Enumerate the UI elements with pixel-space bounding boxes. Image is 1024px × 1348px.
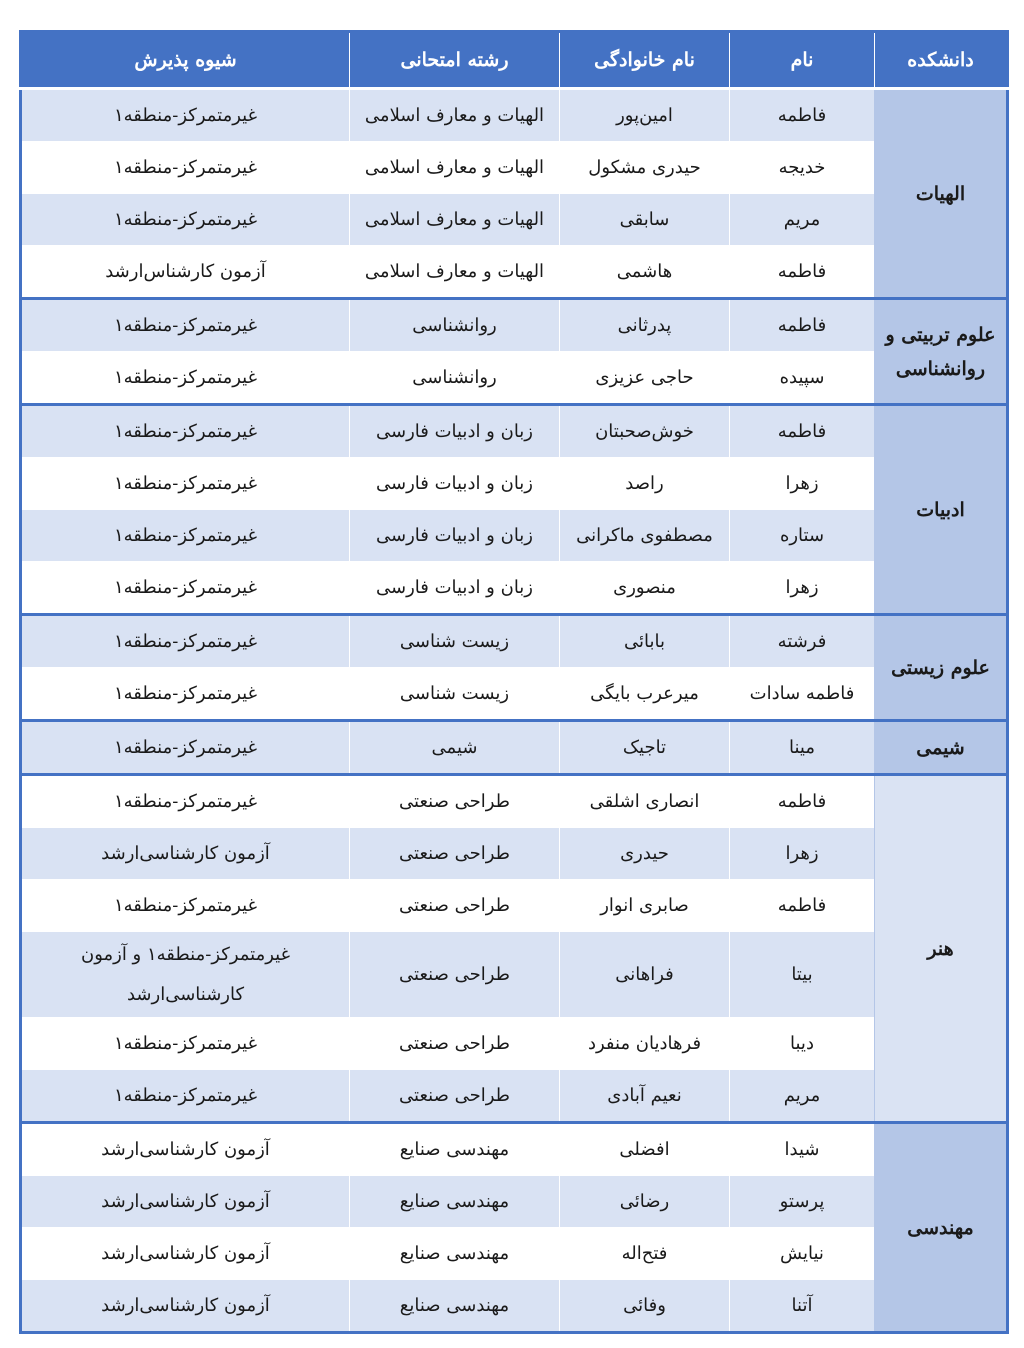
major-cell: شیمی	[350, 721, 560, 775]
faculty-cell: هنر	[875, 775, 1008, 1123]
family-name-cell: منصوری	[560, 562, 730, 615]
major-cell: طراحی صنعتی	[350, 880, 560, 932]
family-name-cell: فراهانی	[560, 932, 730, 1018]
first-name-cell: زهرا	[730, 828, 875, 880]
admission-cell: غیرمتمرکز-منطقه۱	[21, 458, 350, 510]
faculty-cell: علوم زیستی	[875, 615, 1008, 721]
first-name-cell: فاطمه	[730, 880, 875, 932]
major-cell: طراحی صنعتی	[350, 1070, 560, 1123]
first-name-cell: فاطمه	[730, 405, 875, 458]
major-cell: زیست شناسی	[350, 615, 560, 668]
major-cell: زیست شناسی	[350, 668, 560, 721]
first-name-cell: فاطمه	[730, 299, 875, 352]
first-name-cell: ستاره	[730, 510, 875, 562]
first-name-cell: شیدا	[730, 1123, 875, 1176]
family-name-cell: مصطفوی ماکرانی	[560, 510, 730, 562]
admission-cell: آزمون کارشناسی‌ارشد	[21, 1123, 350, 1176]
first-name-cell: زهرا	[730, 458, 875, 510]
admission-cell: غیرمتمرکز-منطقه۱	[21, 775, 350, 828]
major-cell: طراحی صنعتی	[350, 775, 560, 828]
header-faculty: دانشکده	[875, 32, 1008, 89]
first-name-cell: فاطمه	[730, 89, 875, 142]
first-name-cell: مریم	[730, 194, 875, 246]
table-row	[21, 721, 1008, 775]
faculty-cell: شیمی	[875, 721, 1008, 775]
table-row	[21, 932, 1008, 1018]
family-name-cell: هاشمی	[560, 246, 730, 299]
family-name-cell: راصد	[560, 458, 730, 510]
family-name-cell: حیدری مشکول	[560, 142, 730, 194]
table-row	[21, 1176, 1008, 1228]
first-name-cell: زهرا	[730, 562, 875, 615]
table-row	[21, 352, 1008, 405]
header-row	[21, 32, 1008, 89]
first-name-cell: سپیده	[730, 352, 875, 405]
family-name-cell: خوش‌صحبتان	[560, 405, 730, 458]
table-row	[21, 89, 1008, 142]
admission-cell: غیرمتمرکز-منطقه۱	[21, 668, 350, 721]
major-cell: مهندسی صنایع	[350, 1176, 560, 1228]
admission-cell: غیرمتمرکز-منطقه۱	[21, 721, 350, 775]
major-cell: زبان و ادبیات فارسی	[350, 510, 560, 562]
students-table	[19, 30, 1009, 1334]
family-name-cell: تاجیک	[560, 721, 730, 775]
first-name-cell: دیبا	[730, 1018, 875, 1070]
admission-cell: غیرمتمرکز-منطقه۱	[21, 562, 350, 615]
first-name-cell: خدیجه	[730, 142, 875, 194]
faculty-cell: علوم تربیتی و روانشناسی	[875, 299, 1008, 405]
table-row	[21, 562, 1008, 615]
major-cell: الهیات و معارف اسلامی	[350, 89, 560, 142]
admission-cell: غیرمتمرکز-منطقه۱	[21, 194, 350, 246]
first-name-cell: فرشته	[730, 615, 875, 668]
header-major: رشته امتحانی	[350, 32, 560, 89]
major-cell: الهیات و معارف اسلامی	[350, 142, 560, 194]
first-name-cell: فاطمه سادات	[730, 668, 875, 721]
major-cell: الهیات و معارف اسلامی	[350, 194, 560, 246]
admission-cell: غیرمتمرکز-منطقه۱	[21, 352, 350, 405]
major-cell: الهیات و معارف اسلامی	[350, 246, 560, 299]
table-row	[21, 299, 1008, 352]
major-cell: زبان و ادبیات فارسی	[350, 405, 560, 458]
admission-cell: غیرمتمرکز-منطقه۱	[21, 615, 350, 668]
admission-cell: غیرمتمرکز-منطقه۱	[21, 299, 350, 352]
header-first-name: نام	[730, 32, 875, 89]
family-name-cell: پدرثانی	[560, 299, 730, 352]
family-name-cell: بابائی	[560, 615, 730, 668]
admission-cell: غیرمتمرکز-منطقه۱	[21, 1070, 350, 1123]
family-name-cell: سابقی	[560, 194, 730, 246]
table-row	[21, 615, 1008, 668]
table-row	[21, 1280, 1008, 1333]
admission-cell: غیرمتمرکز-منطقه۱	[21, 142, 350, 194]
family-name-cell: حیدری	[560, 828, 730, 880]
family-name-cell: انصاری اشلقی	[560, 775, 730, 828]
admission-cell: غیرمتمرکز-منطقه۱	[21, 1018, 350, 1070]
major-cell: مهندسی صنایع	[350, 1123, 560, 1176]
family-name-cell: حاجی عزیزی	[560, 352, 730, 405]
table-row	[21, 405, 1008, 458]
admission-cell: غیرمتمرکز-منطقه۱ و آزمون کارشناسی‌ارشد	[21, 932, 350, 1018]
admission-cell: غیرمتمرکز-منطقه۱	[21, 89, 350, 142]
table-body	[21, 89, 1008, 1333]
table-row	[21, 246, 1008, 299]
first-name-cell: آتنا	[730, 1280, 875, 1333]
major-cell: مهندسی صنایع	[350, 1280, 560, 1333]
family-name-cell: رضائی	[560, 1176, 730, 1228]
first-name-cell: فاطمه	[730, 246, 875, 299]
first-name-cell: مریم	[730, 1070, 875, 1123]
faculty-cell: الهیات	[875, 89, 1008, 299]
major-cell: طراحی صنعتی	[350, 932, 560, 1018]
family-name-cell: افضلی	[560, 1123, 730, 1176]
family-name-cell: صابری انوار	[560, 880, 730, 932]
table-row	[21, 510, 1008, 562]
major-cell: طراحی صنعتی	[350, 828, 560, 880]
admission-cell: آزمون کارشناسی‌ارشد	[21, 828, 350, 880]
table-row	[21, 880, 1008, 932]
first-name-cell: بیتا	[730, 932, 875, 1018]
admission-cell: غیرمتمرکز-منطقه۱	[21, 405, 350, 458]
admission-cell: آزمون کارشناسی‌ارشد	[21, 1176, 350, 1228]
faculty-cell: ادبیات	[875, 405, 1008, 615]
first-name-cell: مینا	[730, 721, 875, 775]
table-row	[21, 194, 1008, 246]
admission-cell: آزمون کارشناس‌ارشد	[21, 246, 350, 299]
table-row	[21, 142, 1008, 194]
admission-cell: آزمون کارشناسی‌ارشد	[21, 1228, 350, 1280]
major-cell: زبان و ادبیات فارسی	[350, 562, 560, 615]
table-row	[21, 775, 1008, 828]
admission-cell: غیرمتمرکز-منطقه۱	[21, 510, 350, 562]
table-row	[21, 458, 1008, 510]
first-name-cell: پرستو	[730, 1176, 875, 1228]
header-admission: شیوه پذیرش	[21, 32, 350, 89]
table-row	[21, 1070, 1008, 1123]
major-cell: زبان و ادبیات فارسی	[350, 458, 560, 510]
first-name-cell: نیایش	[730, 1228, 875, 1280]
major-cell: روانشناسی	[350, 352, 560, 405]
table-row	[21, 1123, 1008, 1176]
faculty-cell: مهندسی	[875, 1123, 1008, 1333]
students-table-container	[19, 30, 1006, 1334]
major-cell: مهندسی صنایع	[350, 1228, 560, 1280]
family-name-cell: میرعرب بایگی	[560, 668, 730, 721]
family-name-cell: امین‌پور	[560, 89, 730, 142]
admission-cell: آزمون کارشناسی‌ارشد	[21, 1280, 350, 1333]
header-family-name: نام خانوادگی	[560, 32, 730, 89]
admission-cell: غیرمتمرکز-منطقه۱	[21, 880, 350, 932]
family-name-cell: وفائی	[560, 1280, 730, 1333]
family-name-cell: نعیم آبادی	[560, 1070, 730, 1123]
major-cell: روانشناسی	[350, 299, 560, 352]
first-name-cell: فاطمه	[730, 775, 875, 828]
table-row	[21, 828, 1008, 880]
family-name-cell: فتح‌اله	[560, 1228, 730, 1280]
table-row	[21, 1228, 1008, 1280]
major-cell: طراحی صنعتی	[350, 1018, 560, 1070]
table-row	[21, 668, 1008, 721]
family-name-cell: فرهادیان منفرد	[560, 1018, 730, 1070]
table-row	[21, 1018, 1008, 1070]
